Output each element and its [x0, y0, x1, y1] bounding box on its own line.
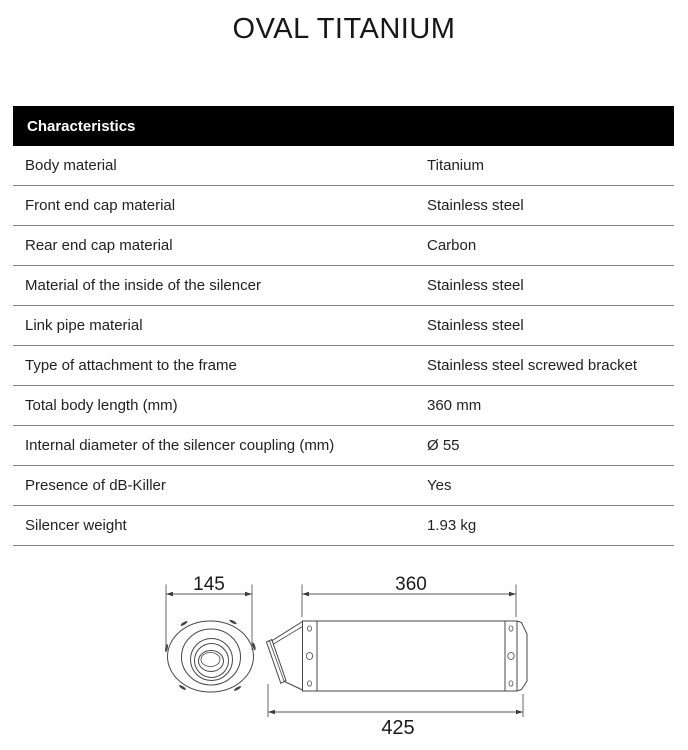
spec-value: Ø 55	[427, 437, 460, 454]
spec-value: Stainless steel	[427, 317, 524, 334]
dimension-body-length	[302, 574, 516, 617]
spec-label: Total body length (mm)	[25, 397, 178, 414]
table-header-label: Characteristics	[27, 117, 136, 135]
dimension-425-label: 425	[381, 717, 415, 739]
spec-label: Material of the inside of the silencer	[25, 277, 261, 294]
spec-value: Stainless steel	[427, 277, 524, 294]
spec-value: Stainless steel	[427, 197, 524, 214]
table-row	[13, 346, 674, 386]
dimension-total-length	[268, 684, 523, 739]
dimension-360-label: 360	[395, 574, 427, 595]
dimension-145-label: 145	[193, 574, 225, 595]
table-row	[13, 306, 674, 346]
table-row	[13, 506, 674, 546]
spec-label: Front end cap material	[25, 197, 176, 214]
inlet-cone	[267, 622, 303, 691]
spec-value: Carbon	[427, 237, 477, 254]
dimension-front-width	[166, 574, 252, 652]
spec-value: Stainless steel screwed bracket	[427, 357, 638, 374]
table-row	[13, 226, 674, 266]
technical-drawing	[0, 555, 688, 750]
characteristics-table	[13, 106, 674, 546]
table-row	[13, 386, 674, 426]
spec-label: Silencer weight	[25, 517, 127, 534]
spec-label: Presence of dB-Killer	[25, 477, 166, 494]
table-row	[13, 466, 674, 506]
table-row	[13, 266, 674, 306]
silencer-side-view	[267, 621, 528, 691]
spec-label: Internal diameter of the silencer coupling (mm)	[25, 437, 335, 454]
spec-value: Yes	[427, 477, 452, 494]
table-row	[13, 186, 674, 226]
spec-label: Rear end cap material	[25, 237, 173, 254]
table-row	[13, 146, 674, 186]
table-header	[13, 106, 674, 146]
spec-label: Link pipe material	[25, 317, 143, 334]
spec-label: Type of attachment to the frame	[25, 357, 237, 374]
spec-value: Titanium	[427, 157, 484, 174]
spec-value: 1.93 kg	[427, 517, 477, 534]
spec-value: 360 mm	[427, 397, 482, 414]
page-title: OVAL TITANIUM	[232, 13, 456, 45]
silencer-front-view	[164, 619, 256, 692]
table-row	[13, 426, 674, 466]
spec-label: Body material	[25, 157, 117, 174]
